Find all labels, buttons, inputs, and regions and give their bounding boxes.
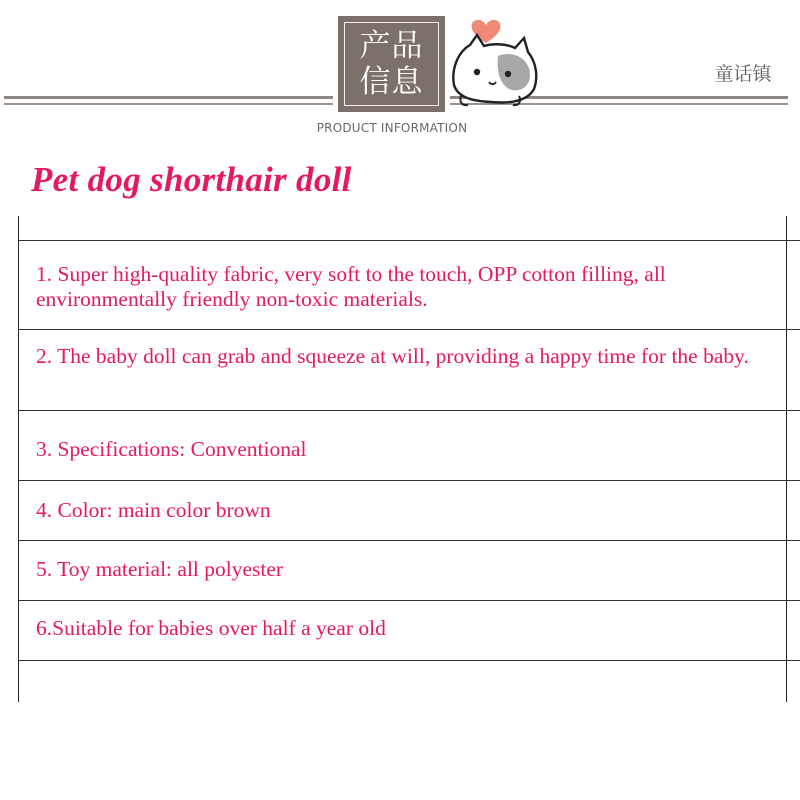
table-row-divider	[18, 240, 800, 241]
badge-line-2: 信息	[359, 64, 424, 100]
product-title: Pet dog shorthair doll	[31, 160, 352, 199]
brand-logo-text: 童话镇	[714, 63, 772, 85]
product-detail-item-6: 6.Suitable for babies over half a year old	[36, 616, 386, 640]
product-detail-item-4: 4. Color: main color brown	[36, 498, 271, 522]
product-detail-item-2: 2. The baby doll can grab and squeeze at will, providing a happy time for the baby.	[36, 344, 749, 368]
cat-mascot-icon	[446, 18, 542, 110]
product-details-table	[18, 216, 786, 702]
product-detail-item-3: 3. Specifications: Conventional	[36, 437, 307, 461]
table-row-divider	[18, 329, 800, 330]
header-rule-left	[4, 96, 333, 99]
table-border-left	[18, 216, 19, 702]
product-detail-item-1: 1. Super high-quality fabric, very soft to the touch, OPP cotton filling, all environmentally friendly non-toxic materials.	[36, 262, 666, 311]
product-information-subtitle: PRODUCT INFORMATION	[316, 121, 468, 135]
badge-line-1: 产品	[359, 28, 424, 64]
table-row-divider	[18, 540, 800, 541]
table-row-divider	[18, 660, 800, 661]
header-rule-left-lower	[4, 103, 333, 105]
table-row-divider	[18, 480, 800, 481]
table-border-right	[786, 216, 787, 702]
product-detail-item-5: 5. Toy material: all polyester	[36, 557, 284, 581]
product-info-badge	[338, 16, 445, 112]
brand-logo	[708, 54, 778, 94]
badge-frame	[344, 22, 439, 106]
table-row-divider	[18, 410, 800, 411]
table-row-divider	[18, 600, 800, 601]
